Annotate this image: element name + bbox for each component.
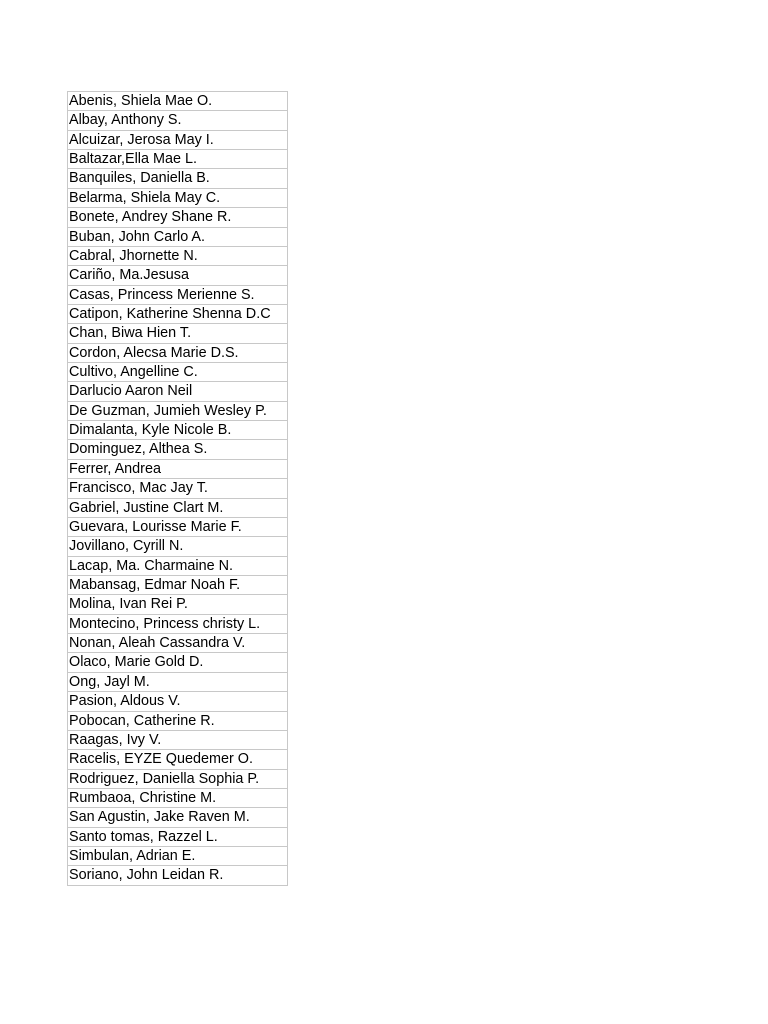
name-cell[interactable]: Santo tomas, Razzel L. — [68, 828, 287, 847]
name-cell[interactable]: Bonete, Andrey Shane R. — [68, 208, 287, 227]
name-cell[interactable]: Olaco, Marie Gold D. — [68, 653, 287, 672]
name-cell[interactable]: Darlucio Aaron Neil — [68, 382, 287, 401]
name-cell[interactable]: Alcuizar, Jerosa May I. — [68, 131, 287, 150]
name-cell[interactable]: Casas, Princess Merienne S. — [68, 286, 287, 305]
name-list-table — [67, 91, 288, 886]
name-cell[interactable]: Gabriel, Justine Clart M. — [68, 499, 287, 518]
name-cell[interactable]: Ong, Jayl M. — [68, 673, 287, 692]
name-cell[interactable]: Pobocan, Catherine R. — [68, 712, 287, 731]
name-cell[interactable]: Nonan, Aleah Cassandra V. — [68, 634, 287, 653]
name-cell[interactable]: Soriano, John Leidan R. — [68, 866, 287, 885]
name-cell[interactable]: Baltazar,Ella Mae L. — [68, 150, 287, 169]
name-cell[interactable]: Cultivo, Angelline C. — [68, 363, 287, 382]
name-cell[interactable]: Montecino, Princess christy L. — [68, 615, 287, 634]
name-cell[interactable]: Abenis, Shiela Mae O. — [68, 92, 287, 111]
name-cell[interactable]: Ferrer, Andrea — [68, 460, 287, 479]
name-cell[interactable]: Pasion, Aldous V. — [68, 692, 287, 711]
name-cell[interactable]: Dominguez, Althea S. — [68, 440, 287, 459]
name-cell[interactable]: Dimalanta, Kyle Nicole B. — [68, 421, 287, 440]
name-cell[interactable]: Molina, Ivan Rei P. — [68, 595, 287, 614]
name-cell[interactable]: Rodriguez, Daniella Sophia P. — [68, 770, 287, 789]
name-cell[interactable]: Cariño, Ma.Jesusa — [68, 266, 287, 285]
name-cell[interactable]: San Agustin, Jake Raven M. — [68, 808, 287, 827]
name-cell[interactable]: Cabral, Jhornette N. — [68, 247, 287, 266]
name-cell[interactable]: De Guzman, Jumieh Wesley P. — [68, 402, 287, 421]
name-cell[interactable]: Jovillano, Cyrill N. — [68, 537, 287, 556]
name-cell[interactable]: Lacap, Ma. Charmaine N. — [68, 557, 287, 576]
name-cell[interactable]: Rumbaoa, Christine M. — [68, 789, 287, 808]
name-cell[interactable]: Cordon, Alecsa Marie D.S. — [68, 344, 287, 363]
name-cell[interactable]: Catipon, Katherine Shenna D.C — [68, 305, 287, 324]
name-cell[interactable]: Racelis, EYZE Quedemer O. — [68, 750, 287, 769]
name-cell[interactable]: Albay, Anthony S. — [68, 111, 287, 130]
name-cell[interactable]: Guevara, Lourisse Marie F. — [68, 518, 287, 537]
name-cell[interactable]: Chan, Biwa Hien T. — [68, 324, 287, 343]
name-cell[interactable]: Francisco, Mac Jay T. — [68, 479, 287, 498]
name-cell[interactable]: Belarma, Shiela May C. — [68, 189, 287, 208]
name-cell[interactable]: Buban, John Carlo A. — [68, 228, 287, 247]
name-cell[interactable]: Mabansag, Edmar Noah F. — [68, 576, 287, 595]
name-cell[interactable]: Raagas, Ivy V. — [68, 731, 287, 750]
name-cell[interactable]: Banquiles, Daniella B. — [68, 169, 287, 188]
name-cell[interactable]: Simbulan, Adrian E. — [68, 847, 287, 866]
